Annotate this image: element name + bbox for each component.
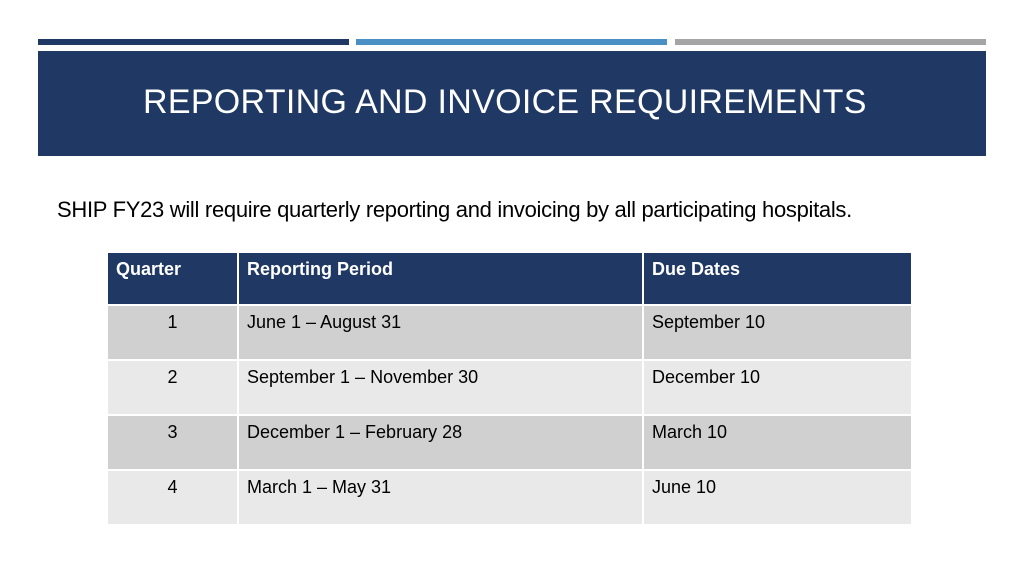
cell-quarter: 4: [107, 470, 238, 525]
header-reporting-period: Reporting Period: [238, 252, 643, 305]
requirements-table: [106, 251, 913, 526]
cell-reporting-period: June 1 – August 31: [238, 305, 643, 360]
cell-due-date: March 10: [643, 415, 912, 470]
table-row: [107, 360, 912, 415]
cell-quarter: 1: [107, 305, 238, 360]
table-header-row: [107, 252, 912, 305]
cell-due-date: June 10: [643, 470, 912, 525]
accent-bar-gray: [675, 39, 986, 45]
header-quarter: Quarter: [107, 252, 238, 305]
table-row: [107, 415, 912, 470]
title-band: [38, 51, 986, 156]
cell-quarter: 3: [107, 415, 238, 470]
cell-reporting-period: September 1 – November 30: [238, 360, 643, 415]
cell-reporting-period: December 1 – February 28: [238, 415, 643, 470]
header-due-dates: Due Dates: [643, 252, 912, 305]
accent-bar-navy: [38, 39, 349, 45]
cell-quarter: 2: [107, 360, 238, 415]
accent-bar-blue: [356, 39, 667, 45]
table-row: [107, 305, 912, 360]
cell-due-date: September 10: [643, 305, 912, 360]
table-row: [107, 470, 912, 525]
slide-title: REPORTING AND INVOICE REQUIREMENTS: [143, 83, 867, 121]
cell-due-date: December 10: [643, 360, 912, 415]
intro-text: SHIP FY23 will require quarterly reporting and invoicing by all participating hospitals.: [57, 197, 852, 222]
cell-reporting-period: March 1 – May 31: [238, 470, 643, 525]
